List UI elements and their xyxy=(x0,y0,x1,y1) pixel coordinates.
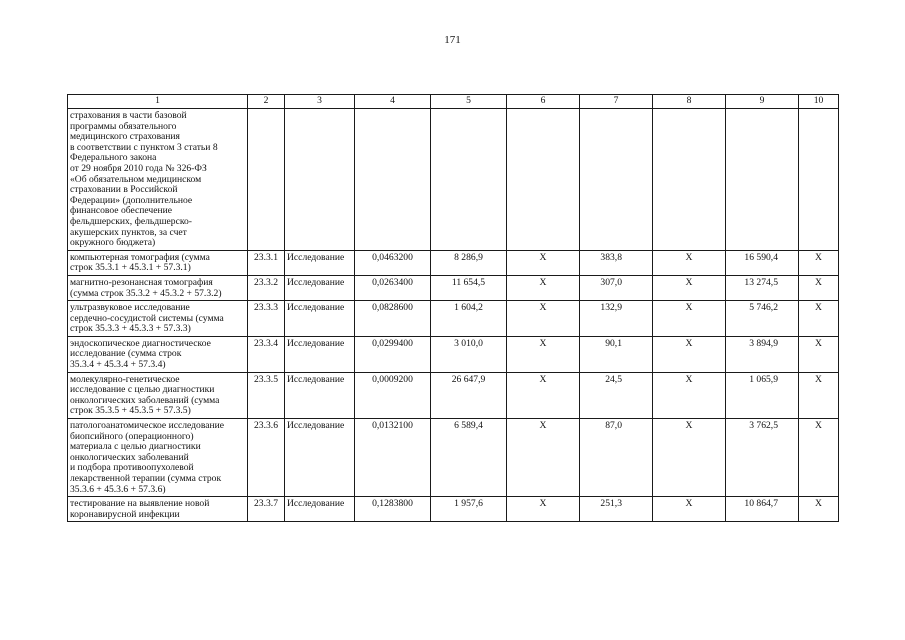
table-row xyxy=(68,301,839,337)
column-7-cell: 383,8 xyxy=(580,250,653,275)
row-code xyxy=(248,109,285,251)
cost-cell: 1 957,6 xyxy=(431,497,507,522)
table-row xyxy=(68,275,839,300)
table-header-row xyxy=(68,95,839,109)
column-10-cell: Х xyxy=(799,372,839,418)
row-description: эндоскопическое диагностическое исследование (сумма строк 35.3.4 + 45.3.4 + 57.3.4) xyxy=(68,336,248,372)
row-description: компьютерная томография (сумма строк 35.3.1 + 45.3.1 + 57.3.1) xyxy=(68,250,248,275)
row-description: страхования в части базовой программы обязательного медицинского страхования в соответствии с пунктом 3 статьи 8 Федерального закона от 29 ноября 2010 года № 326-ФЗ «Об обязательном медицинском страховании в Российской Федерации» (дополнительное финансовое обеспечение фельдшерских, фельдшерско- акушерских пунктов, за счет окружного бюджета) xyxy=(68,109,248,251)
column-7-cell: 307,0 xyxy=(580,275,653,300)
column-9-cell: 3 762,5 xyxy=(726,419,799,497)
column-header-9: 9 xyxy=(726,95,799,109)
table-row xyxy=(68,109,839,251)
unit-cell: Исследование xyxy=(285,275,355,300)
column-7-cell: 251,3 xyxy=(580,497,653,522)
column-8-cell: Х xyxy=(653,372,726,418)
row-code: 23.3.3 xyxy=(248,301,285,337)
column-header-8: 8 xyxy=(653,95,726,109)
column-header-6: 6 xyxy=(507,95,580,109)
column-10-cell: Х xyxy=(799,497,839,522)
row-code: 23.3.4 xyxy=(248,336,285,372)
table-row xyxy=(68,250,839,275)
table-row xyxy=(68,419,839,497)
cost-cell xyxy=(431,109,507,251)
column-9-cell: 16 590,4 xyxy=(726,250,799,275)
table-body xyxy=(68,95,839,522)
column-10-cell: Х xyxy=(799,336,839,372)
unit-cell xyxy=(285,109,355,251)
column-header-5: 5 xyxy=(431,95,507,109)
column-7-cell: 24,5 xyxy=(580,372,653,418)
cost-cell: 6 589,4 xyxy=(431,419,507,497)
column-9-cell: 5 746,2 xyxy=(726,301,799,337)
column-header-2: 2 xyxy=(248,95,285,109)
unit-cell: Исследование xyxy=(285,497,355,522)
cost-cell: 1 604,2 xyxy=(431,301,507,337)
row-code: 23.3.2 xyxy=(248,275,285,300)
column-6-cell: Х xyxy=(507,497,580,522)
row-description: тестирование на выявление новой коронавирусной инфекции xyxy=(68,497,248,522)
column-8-cell xyxy=(653,109,726,251)
column-8-cell: Х xyxy=(653,250,726,275)
column-8-cell: Х xyxy=(653,497,726,522)
column-6-cell: Х xyxy=(507,275,580,300)
page-number: 171 xyxy=(444,34,461,46)
column-9-cell: 13 274,5 xyxy=(726,275,799,300)
cost-cell: 8 286,9 xyxy=(431,250,507,275)
column-10-cell: Х xyxy=(799,250,839,275)
column-6-cell: Х xyxy=(507,250,580,275)
column-9-cell xyxy=(726,109,799,251)
column-6-cell xyxy=(507,109,580,251)
cost-cell: 11 654,5 xyxy=(431,275,507,300)
table-row xyxy=(68,497,839,522)
unit-cell: Исследование xyxy=(285,301,355,337)
column-6-cell: Х xyxy=(507,372,580,418)
column-7-cell xyxy=(580,109,653,251)
unit-cell: Исследование xyxy=(285,336,355,372)
row-description: патологоанатомическое исследование биопсийного (операционного) материала с целью диагностики онкологических заболеваний и подбора противоопухолевой лекарственной терапии (сумма строк 35.3.6 + 45.3.6 + 57.3.6) xyxy=(68,419,248,497)
column-9-cell: 10 864,7 xyxy=(726,497,799,522)
column-header-10: 10 xyxy=(799,95,839,109)
column-10-cell: Х xyxy=(799,419,839,497)
row-code: 23.3.5 xyxy=(248,372,285,418)
norm-value-cell: 0,0132100 xyxy=(355,419,431,497)
row-code: 23.3.1 xyxy=(248,250,285,275)
column-8-cell: Х xyxy=(653,419,726,497)
norm-value-cell xyxy=(355,109,431,251)
column-8-cell: Х xyxy=(653,336,726,372)
column-7-cell: 87,0 xyxy=(580,419,653,497)
unit-cell: Исследование xyxy=(285,250,355,275)
column-6-cell: Х xyxy=(507,301,580,337)
unit-cell: Исследование xyxy=(285,419,355,497)
row-code: 23.3.6 xyxy=(248,419,285,497)
column-7-cell: 132,9 xyxy=(580,301,653,337)
column-10-cell: Х xyxy=(799,275,839,300)
column-9-cell: 1 065,9 xyxy=(726,372,799,418)
column-6-cell: Х xyxy=(507,336,580,372)
row-code: 23.3.7 xyxy=(248,497,285,522)
column-9-cell: 3 894,9 xyxy=(726,336,799,372)
table-row xyxy=(68,372,839,418)
column-8-cell: Х xyxy=(653,301,726,337)
norm-value-cell: 0,0463200 xyxy=(355,250,431,275)
row-description: молекулярно-генетическое исследование с целью диагностики онкологических заболеваний (сумма строк 35.3.5 + 45.3.5 + 57.3.5) xyxy=(68,372,248,418)
table-row xyxy=(68,336,839,372)
cost-cell: 26 647,9 xyxy=(431,372,507,418)
norm-value-cell: 0,0263400 xyxy=(355,275,431,300)
row-description: магнитно-резонансная томография (сумма строк 35.3.2 + 45.3.2 + 57.3.2) xyxy=(68,275,248,300)
column-header-7: 7 xyxy=(580,95,653,109)
column-8-cell: Х xyxy=(653,275,726,300)
unit-cell: Исследование xyxy=(285,372,355,418)
column-6-cell: Х xyxy=(507,419,580,497)
column-header-1: 1 xyxy=(68,95,248,109)
row-description: ультразвуковое исследование сердечно-сосудистой системы (сумма строк 35.3.3 + 45.3.3 + 57.3.3) xyxy=(68,301,248,337)
column-7-cell: 90,1 xyxy=(580,336,653,372)
norm-value-cell: 0,0299400 xyxy=(355,336,431,372)
column-10-cell xyxy=(799,109,839,251)
column-header-4: 4 xyxy=(355,95,431,109)
norm-value-cell: 0,0828600 xyxy=(355,301,431,337)
data-table xyxy=(67,94,839,522)
column-header-3: 3 xyxy=(285,95,355,109)
norm-value-cell: 0,0009200 xyxy=(355,372,431,418)
column-10-cell: Х xyxy=(799,301,839,337)
cost-cell: 3 010,0 xyxy=(431,336,507,372)
norm-value-cell: 0,1283800 xyxy=(355,497,431,522)
